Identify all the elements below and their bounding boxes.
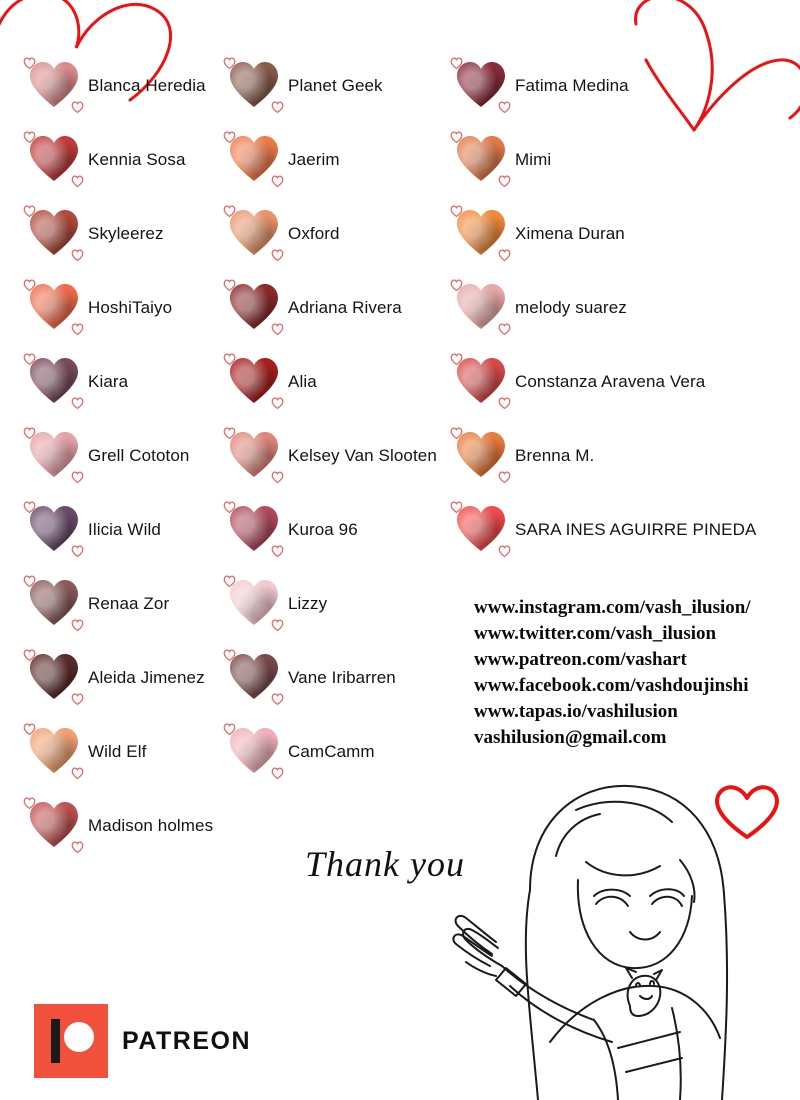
mini-heart-icon xyxy=(71,249,84,262)
avatar xyxy=(28,652,80,704)
mini-heart-icon xyxy=(71,841,84,854)
mini-heart-icon xyxy=(498,101,511,114)
mini-heart-icon xyxy=(498,323,511,336)
supporter-name: Lizzy xyxy=(288,594,328,613)
supporter-row xyxy=(455,208,785,260)
supporter-row xyxy=(228,208,463,260)
supporter-name: Mimi xyxy=(515,150,552,169)
supporter-name: Wild Elf xyxy=(88,742,147,761)
supporter-name: Skyleerez xyxy=(88,224,164,243)
avatar xyxy=(455,60,507,112)
link-facebook[interactable]: www.facebook.com/vashdoujinshi xyxy=(474,675,749,696)
avatar xyxy=(455,430,507,482)
avatar xyxy=(28,726,80,778)
supporter-name: Constanza Aravena Vera xyxy=(515,372,706,391)
link-email[interactable]: vashilusion@gmail.com xyxy=(474,727,667,748)
mini-heart-icon xyxy=(271,249,284,262)
supporter-name: Kennia Sosa xyxy=(88,150,186,169)
avatar xyxy=(28,282,80,334)
supporter-name: melody suarez xyxy=(515,298,627,317)
supporter-row xyxy=(228,430,463,482)
mini-heart-icon xyxy=(498,397,511,410)
avatar xyxy=(455,356,507,408)
avatar xyxy=(455,208,507,260)
supporter-name: Fatima Medina xyxy=(515,76,629,95)
mini-heart-icon xyxy=(71,693,84,706)
patreon-wordmark: PATREON xyxy=(122,1026,252,1055)
avatar xyxy=(28,430,80,482)
mini-heart-icon xyxy=(271,175,284,188)
supporter-row xyxy=(228,282,463,334)
avatar xyxy=(28,60,80,112)
supporter-row xyxy=(455,282,785,334)
supporter-name: Madison holmes xyxy=(88,816,214,835)
supporter-name: Alia xyxy=(288,372,317,391)
supporter-row xyxy=(455,504,785,556)
link-tapas[interactable]: www.tapas.io/vashilusion xyxy=(474,701,678,722)
mini-heart-icon xyxy=(71,767,84,780)
supporter-row xyxy=(228,134,463,186)
mini-heart-icon xyxy=(498,249,511,262)
mini-heart-icon xyxy=(498,175,511,188)
avatar xyxy=(455,134,507,186)
avatar xyxy=(28,356,80,408)
avatar xyxy=(28,208,80,260)
mini-heart-icon xyxy=(71,619,84,632)
supporter-row xyxy=(455,60,785,112)
avatar xyxy=(228,282,280,334)
avatar xyxy=(228,356,280,408)
supporter-name: Brenna M. xyxy=(515,446,595,465)
social-links xyxy=(474,595,784,751)
supporter-row xyxy=(455,430,785,482)
supporter-name: Blanca Heredia xyxy=(88,76,206,95)
avatar xyxy=(228,652,280,704)
mini-heart-icon xyxy=(271,767,284,780)
avatar xyxy=(228,578,280,630)
mini-heart-icon xyxy=(271,619,284,632)
link-instagram[interactable]: www.instagram.com/vash_ilusion/ xyxy=(474,597,751,618)
character-illustration xyxy=(380,770,780,1100)
link-twitter[interactable]: www.twitter.com/vash_ilusion xyxy=(474,623,717,644)
mini-heart-icon xyxy=(71,397,84,410)
supporter-name: Grell Cototon xyxy=(88,446,190,465)
mini-heart-icon xyxy=(271,397,284,410)
mini-heart-icon xyxy=(71,101,84,114)
mini-heart-icon xyxy=(71,471,84,484)
supporter-name: Ilicia Wild xyxy=(88,520,161,539)
avatar xyxy=(228,430,280,482)
supporter-row xyxy=(455,134,785,186)
avatar xyxy=(228,208,280,260)
supporter-name: Renaa Zor xyxy=(88,594,170,613)
avatar xyxy=(228,504,280,556)
mini-heart-icon xyxy=(71,323,84,336)
supporter-row xyxy=(228,60,463,112)
supporter-name: Aleida Jimenez xyxy=(88,668,205,687)
patreon-mark-icon xyxy=(34,1004,108,1078)
link-patreon[interactable]: www.patreon.com/vashart xyxy=(474,649,687,670)
supporter-name: CamCamm xyxy=(288,742,375,761)
avatar xyxy=(455,282,507,334)
mini-heart-icon xyxy=(498,545,511,558)
mini-heart-icon xyxy=(271,471,284,484)
avatar xyxy=(28,800,80,852)
supporter-name: Oxford xyxy=(288,224,340,243)
supporter-row xyxy=(228,652,463,704)
avatar xyxy=(28,134,80,186)
supporter-name: Ximena Duran xyxy=(515,224,625,243)
supporters-column-2 xyxy=(228,60,463,800)
avatar xyxy=(228,60,280,112)
supporter-name: Jaerim xyxy=(288,150,340,169)
mini-heart-icon xyxy=(271,101,284,114)
supporter-row xyxy=(228,578,463,630)
supporter-name: Adriana Rivera xyxy=(288,298,402,317)
avatar xyxy=(28,578,80,630)
supporter-name: Planet Geek xyxy=(288,76,383,95)
mini-heart-icon xyxy=(71,545,84,558)
avatar xyxy=(455,504,507,556)
mini-heart-icon xyxy=(71,175,84,188)
mini-heart-icon xyxy=(271,693,284,706)
supporters-column-3 xyxy=(455,60,785,578)
supporter-name: Kelsey Van Slooten xyxy=(288,446,437,465)
supporter-row xyxy=(228,504,463,556)
supporter-row xyxy=(28,800,263,852)
patreon-logo xyxy=(34,1004,251,1078)
supporter-name: Kiara xyxy=(88,372,129,391)
avatar xyxy=(228,134,280,186)
supporter-row xyxy=(228,356,463,408)
thank-you-text: Thank you xyxy=(305,844,465,884)
supporter-name: Vane Iribarren xyxy=(288,668,396,687)
mini-heart-icon xyxy=(271,545,284,558)
supporter-name: HoshiTaiyo xyxy=(88,298,173,317)
supporter-name: Kuroa 96 xyxy=(288,520,358,539)
supporter-row xyxy=(455,356,785,408)
avatar xyxy=(28,504,80,556)
supporter-name: SARA INES AGUIRRE PINEDA xyxy=(515,520,757,539)
mini-heart-icon xyxy=(271,323,284,336)
mini-heart-icon xyxy=(498,471,511,484)
avatar xyxy=(228,726,280,778)
